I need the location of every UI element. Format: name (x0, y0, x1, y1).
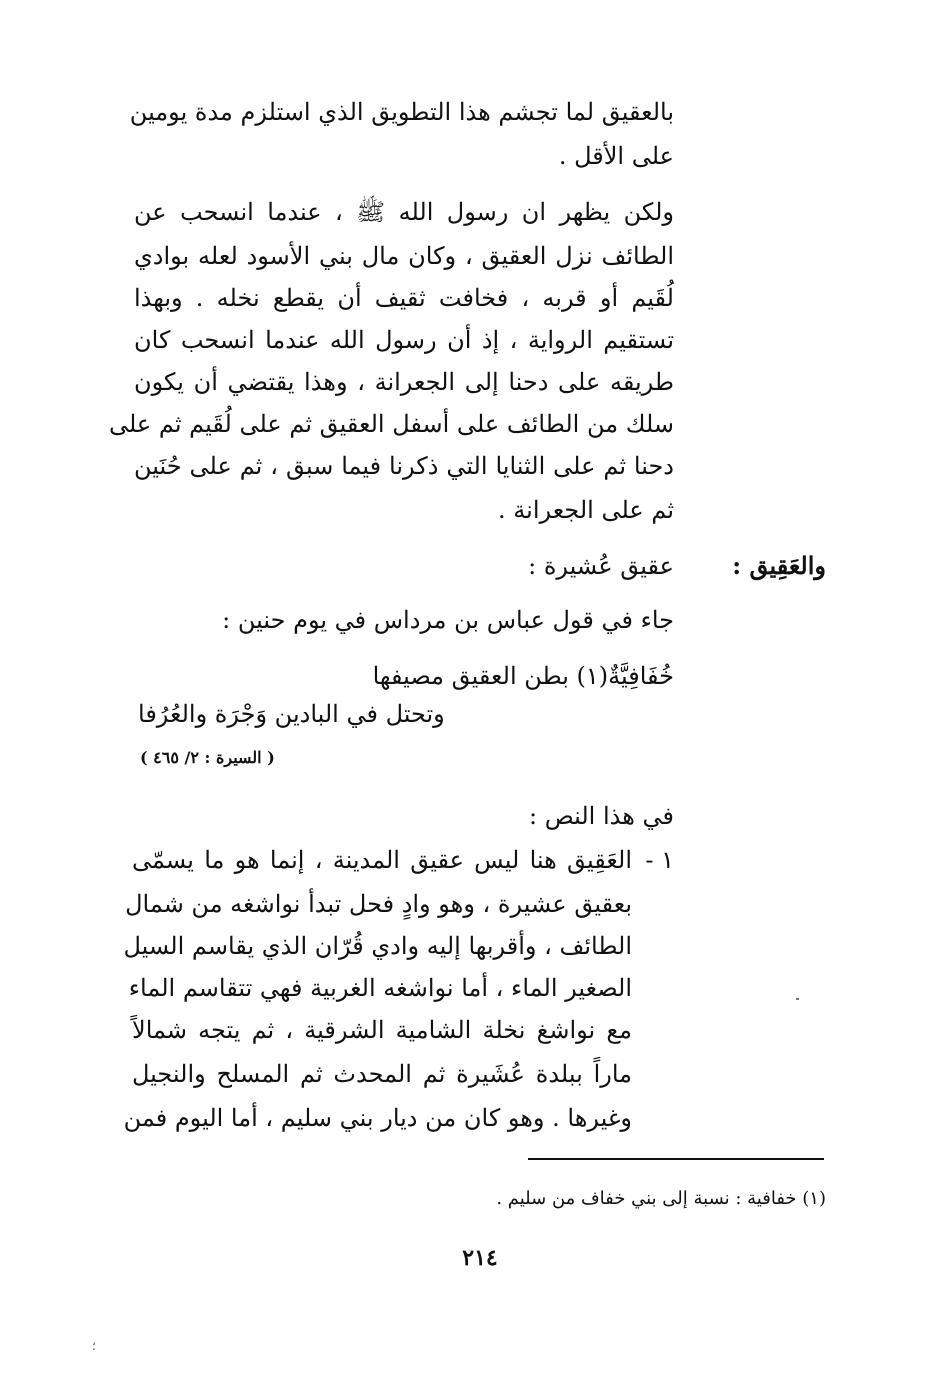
paragraph1-line-1: بالعقيق لما تجشم هذا التطويق الذي استلزم مدة يومين (129, 98, 674, 126)
page-number: ٢١٤ (462, 1245, 498, 1271)
list-item-line-5: مع نواشغ نخلة الشامية الشرقية ، ثم يتجه شمالاً (132, 1016, 632, 1044)
entry-definition: عقيق عُشيرة : (528, 552, 674, 580)
poem-intro: جاء في قول عباس بن مرداس في يوم حنين : (222, 606, 674, 634)
footnote-divider (528, 1158, 824, 1160)
paragraph2-line-5: طريقه على دحنا إلى الجعرانة ، وهذا يقتضي أن يكون (134, 368, 674, 396)
list-item-line-4: الصغير الماء ، أما نواشغه الغربية فهي تتقاسم الماء (128, 974, 632, 1002)
text-intro: في هذا النص : (529, 802, 674, 830)
paragraph2-line-1: ولكن يظهر ان رسول الله ﷺ ، عندما انسحب عن (134, 198, 674, 226)
margin-mark: ؛ (92, 1339, 96, 1353)
entry-term: والعَقِيق : (732, 551, 826, 580)
list-item-line-6: ماراً ببلدة عُشَيرة ثم المحدث ثم المسلح والنجيل (132, 1060, 632, 1088)
list-item-line-1: العَقِيق هنا ليس عقيق المدينة ، إنما هو ما يسمّى (132, 846, 632, 874)
paragraph2-line-3: لُقَيم أو قربه ، فخافت ثقيف أن يقطع نخله . وبهذا (134, 284, 674, 312)
paragraph2-line-6: سلك من الطائف على أسفل العقيق ثم على لُقَيم ثم على (108, 410, 674, 438)
paragraph2-line-4: تستقيم الرواية ، إذ أن رسول الله عندما انسحب كان (134, 326, 674, 354)
poem-line-2: وتحتل في البادين وَجْرَة والعُرُفا (138, 700, 445, 728)
paragraph2-line-2: الطائف نزل العقيق ، وكان مال بني الأسود لعله بوادي (134, 242, 674, 270)
list-item-line-2: بعقيق عشيرة ، وهو وادٍ فحل تبدأ نواشغه من شمال (125, 890, 632, 918)
poem-line-1: خُفَافِيَّةٌ(١) بطن العقيق مصيفها (372, 662, 674, 690)
list-item-line-3: الطائف ، وأقربها إليه وادي قُرّان الذي يقاسم السيل (123, 932, 632, 960)
list-item-number: ١ - (645, 846, 674, 874)
footnote: (١) خفافية : نسبة إلى بني خفاف من سليم . (496, 1188, 826, 1209)
scan-speck (796, 998, 799, 1000)
list-item-line-7: وغيرها . وهو كان من ديار بني سليم ، أما اليوم فمن (123, 1104, 632, 1132)
paragraph1-line-2: على الأقل . (558, 142, 674, 170)
citation: ( السيرة : ٢/ ٤٦٥ ) (140, 748, 275, 767)
paragraph2-line-8: ثم على الجعرانة . (498, 496, 674, 524)
paragraph2-line-7: دحنا ثم على الثنايا التي ذكرنا فيما سبق ، ثم على حُنَين (134, 452, 674, 480)
